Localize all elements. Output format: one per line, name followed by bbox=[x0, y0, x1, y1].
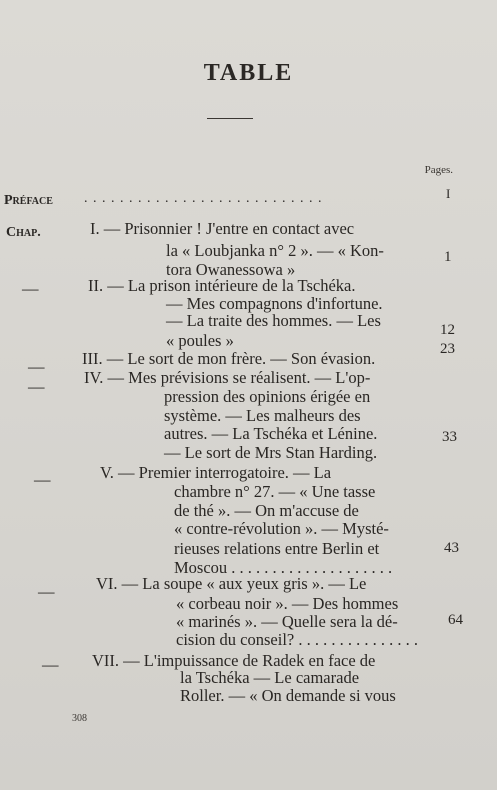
preface-page: I bbox=[446, 186, 451, 201]
pages-column-header: Pages. bbox=[424, 164, 453, 176]
chapter-II-line-1: II. — La prison intérieure de la Tschéka. bbox=[88, 276, 356, 295]
chapter-V-page: 43 bbox=[444, 540, 459, 556]
chapter-VI-line-3: « marinés ». — Quelle sera la dé- bbox=[176, 612, 398, 631]
chapter-V-line-2: chambre n° 27. — « Une tasse bbox=[174, 482, 376, 501]
chapter-VII-line-3: Roller. — « On demande si vous bbox=[180, 686, 396, 705]
chapter-III-dash: — bbox=[28, 357, 45, 376]
chapter-V-line-6: Moscou . . . . . . . . . . . . . . . . . . . . bbox=[174, 558, 393, 577]
chapter-VI-line-2: « corbeau noir ». — Des hommes bbox=[176, 594, 399, 613]
chapter-IV-line-3: système. — Les malheurs des bbox=[164, 406, 361, 425]
chapter-V-line-1: V. — Premier interrogatoire. — La bbox=[100, 463, 332, 482]
chapter-V-dash: — bbox=[34, 470, 51, 489]
chapter-V-line-4: « contre-révolution ». — Mysté- bbox=[174, 519, 389, 538]
chapter-III-line-1: III. — Le sort de mon frère. — Son évasion. bbox=[82, 349, 376, 368]
chapter-VI-dash: — bbox=[38, 582, 55, 601]
chapter-VII-dash: — bbox=[42, 655, 59, 674]
chapter-I-line-2: la « Loubjanka n° 2 ». — « Kon- bbox=[166, 241, 384, 260]
chapter-I-line-1: I. — Prisonnier ! J'entre en contact avec bbox=[90, 219, 355, 238]
chapter-II-dash: — bbox=[22, 279, 39, 298]
chapter-I-page: 1 bbox=[444, 249, 452, 265]
page-number: 308 bbox=[72, 713, 87, 724]
chap-label: Chap. bbox=[6, 225, 41, 240]
chapter-IV-line-2: pression des opinions érigée en bbox=[164, 387, 371, 406]
chapter-IV-page: 33 bbox=[442, 429, 457, 445]
chapter-IV-dash: — bbox=[28, 377, 45, 396]
chapter-III-page: 23 bbox=[440, 341, 455, 357]
chapter-IV-line-1: IV. — Mes prévisions se réalisent. — L'op- bbox=[84, 368, 371, 387]
chapter-VI-line-4: cision du conseil? . . . . . . . . . . . . . . . bbox=[176, 630, 418, 649]
chapter-IV-line-4: autres. — La Tschéka et Lénine. bbox=[164, 424, 378, 443]
page-title: TABLE bbox=[203, 60, 294, 86]
chapter-IV-line-5: — Le sort de Mrs Stan Harding. bbox=[164, 443, 378, 462]
chapter-VII-line-1: VII. — L'impuissance de Radek en face de bbox=[92, 651, 376, 670]
title-rule bbox=[207, 118, 253, 119]
chapter-I-line-3: tora Owanessowa » bbox=[166, 260, 296, 279]
chapter-V-line-5: rieuses relations entre Berlin et bbox=[174, 539, 380, 558]
chapter-II-line-2: — Mes compagnons d'infortune. bbox=[166, 294, 383, 313]
chapter-VII-line-2: la Tschéka — Le camarade bbox=[180, 668, 360, 687]
chapter-II-line-4: « poules » bbox=[166, 331, 234, 350]
chapter-II-page: 12 bbox=[440, 322, 455, 338]
chapter-VI-line-1: VI. — La soupe « aux yeux gris ». — Le bbox=[96, 574, 367, 593]
chapter-VI-page: 64 bbox=[448, 612, 463, 628]
chapter-V-line-3: de thé ». — On m'accuse de bbox=[174, 501, 359, 520]
preface-label: Préface bbox=[4, 193, 53, 208]
chapter-II-line-3: — La traite des hommes. — Les bbox=[166, 311, 381, 330]
preface-dots: . . . . . . . . . . . . . . . . . . . . . . . . . . . bbox=[84, 191, 323, 206]
